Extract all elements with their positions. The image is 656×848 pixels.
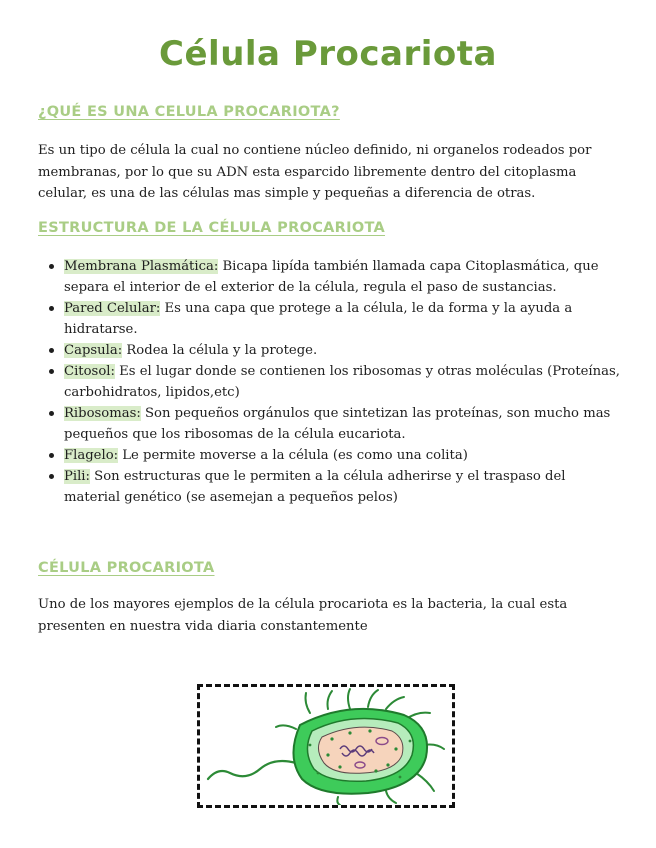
structure-term: Ribosomas: bbox=[64, 406, 141, 421]
structure-list-item bbox=[46, 256, 621, 298]
structure-term: Membrana Plasmática: bbox=[64, 259, 219, 274]
structure-list-item bbox=[46, 445, 621, 466]
structure-description: Rodea la célula y la protege. bbox=[122, 343, 318, 358]
structure-description: Son estructuras que le permiten a la célula adherirse y el traspaso del material genético (se asemejan a pequeños pelos) bbox=[64, 469, 566, 505]
section-heading-celula: CÉLULA PROCARIOTA bbox=[38, 560, 215, 576]
structure-term: Capsula: bbox=[64, 343, 123, 358]
structure-description: Es una capa que protege a la célula, le da forma y la ayuda a hidratarse. bbox=[64, 301, 573, 337]
structure-term: Pared Celular: bbox=[64, 301, 161, 316]
structure-term: Citosol: bbox=[64, 364, 115, 379]
structure-term: Flagelo: bbox=[64, 448, 119, 463]
structure-description: Es el lugar donde se contienen los ribosomas y otras moléculas (Proteínas, carbohidratos, lipidos,etc) bbox=[64, 364, 620, 400]
bacteria-paragraph: Uno de los mayores ejemplos de la célula procariota es la bacteria, la cual esta presenten en nuestra vida diaria constantemente bbox=[38, 597, 568, 634]
flagellum-icon bbox=[208, 761, 296, 779]
structure-list-item bbox=[46, 340, 621, 361]
intro-paragraph: Es un tipo de célula la cual no contiene núcleo definido, ni organelos rodeados por membranas, por lo que su ADN esta esparcido libremente dentro del citoplasma celular, es una de las células mas simple y pequeñas a diferencia de otras. bbox=[38, 143, 592, 201]
structure-term: Pili: bbox=[64, 469, 90, 484]
structure-description: Son pequeños orgánulos que sintetizan las proteínas, son mucho mas pequeños que los ribosomas de la célula eucariota. bbox=[64, 406, 611, 442]
section-heading-que-es: ¿QUÉ ES UNA CELULA PROCARIOTA? bbox=[38, 104, 340, 120]
structure-list-item bbox=[46, 403, 621, 445]
structure-list-item bbox=[46, 361, 621, 403]
structure-list-item bbox=[46, 298, 621, 340]
structure-list-item bbox=[46, 466, 621, 508]
bacteria-illustration-icon bbox=[200, 687, 452, 805]
structure-list bbox=[46, 256, 621, 508]
structure-description: Bicapa lipída también llamada capa Citoplasmática, que separa el interior de el exterior de la célula, regula el paso de sustancias. bbox=[64, 259, 599, 295]
cytoplasm-icon bbox=[318, 727, 402, 773]
section-heading-estructura: ESTRUCTURA DE LA CÉLULA PROCARIOTA bbox=[38, 220, 386, 236]
structure-description: Le permite moverse a la célula (es como una colita) bbox=[118, 448, 468, 463]
bacteria-figure-frame bbox=[197, 684, 455, 808]
page-title: Célula Procariota bbox=[159, 34, 497, 74]
